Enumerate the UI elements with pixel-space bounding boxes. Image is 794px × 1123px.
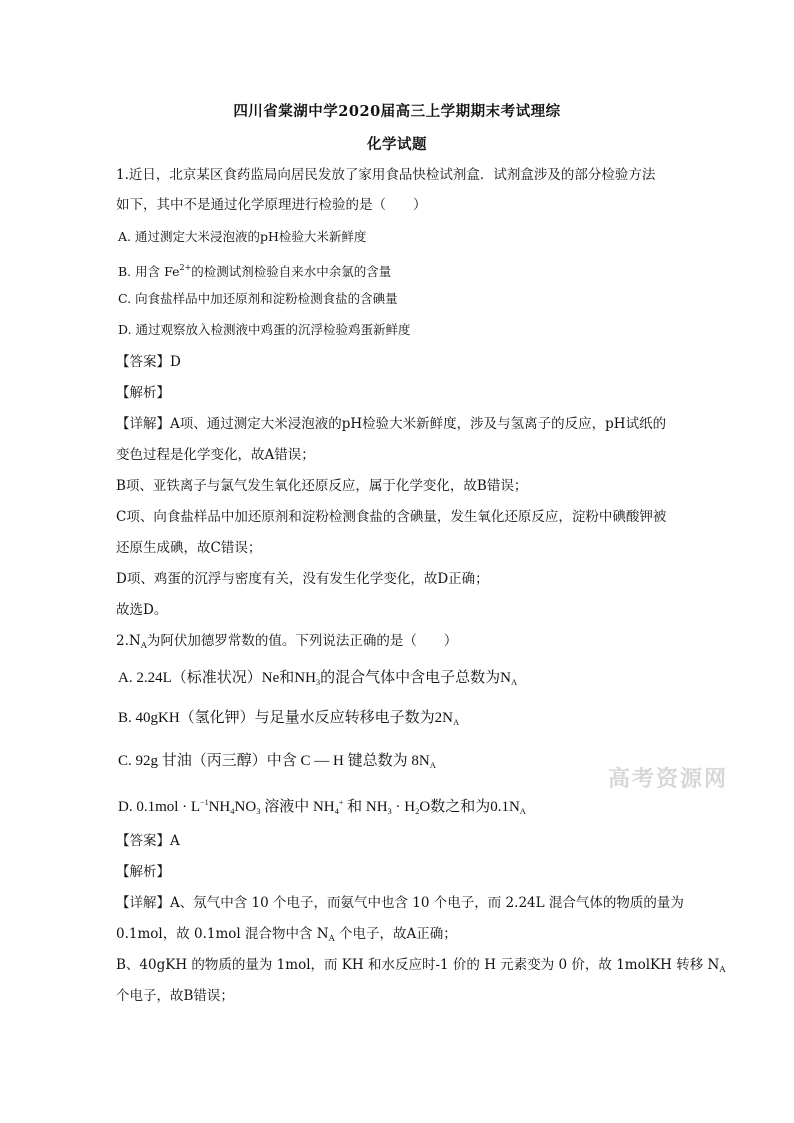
q1-detail-line-5: 还原生成碘，故C错误；: [116, 540, 262, 556]
q2-option-b: B. 40gKH（氢化钾）与足量水反应转移电子数为$2N_A$: [118, 710, 460, 727]
q1-option-d: D. 通过观察放入检测液中鸡蛋的沉浮检验鸡蛋新鲜度: [118, 322, 411, 337]
q1-detail-line-2: 变色过程是化学变化，故A错误；: [116, 447, 315, 463]
q1-answer: 【答案】D: [116, 354, 181, 370]
q1-stem-line-2: 如下，其中不是通过化学原理进行检验的是（ ）: [116, 197, 427, 213]
document-subtitle: 化学试题: [367, 136, 427, 153]
q1-option-c: C. 向食盐样品中加还原剂和淀粉检测食盐的含碘量: [118, 291, 398, 306]
q2-analysis-heading: 【解析】: [116, 864, 170, 880]
q2-detail-line-1: 【详解】A、氖气中含 10 个电子，而氨气中也含 10 个电子，而 2.24L 混合气体的物质的量为: [116, 895, 684, 911]
q1-detail-line-3: B项、亚铁离子与氯气发生氧化还原反应，属于化学变化，故B错误；: [116, 478, 528, 494]
q1-option-a: A. 通过测定大米浸泡液的pH检验大米新鲜度: [118, 229, 367, 244]
q2-detail-line-4: 个电子，故B错误；: [116, 988, 234, 1004]
q1-stem-line-1: 1.近日，北京某区食药监局向居民发放了家用食品快检试剂盒．试剂盒涉及的部分检验方法: [116, 167, 656, 183]
q1-detail-line-6: D项、鸡蛋的沉浮与密度有关，没有发生化学变化，故D正确；: [116, 571, 489, 587]
q2-detail-line-2: 0.1mol，故 0.1mol 混合物中含 $N_A$ 个电子，故A正确；: [116, 926, 457, 944]
q2-stem: $2.N_A$为阿伏加德罗常数的值。下列说法正确的是（ ）: [116, 633, 458, 651]
q1-detail-line-7: 故选D。: [116, 602, 168, 618]
q2-detail-line-3: B、40gKH 的物质的量为 1mol，而 KH 和水反应时-1 价的 H 元素变为 0 价，故 1molKH 转移 $N_A$: [116, 957, 726, 975]
q2-option-d: D. $0.1mol \cdot L^{-1}NH_4NO_3$ 溶液中 $NH_4^+$ 和 $NH_3 \cdot H_2O$数之和为$0.1N_A$: [118, 798, 526, 816]
document-title: 四川省棠湖中学2020届高三上学期期末考试理综: [233, 103, 561, 120]
q2-option-a: A. 2.24L（标准状况）Ne和$NH_3$的混合气体中含电子总数为$N_A$: [118, 670, 518, 687]
q1-detail-line-4: C项、向食盐样品中加还原剂和淀粉检测食盐的含碘量，发生氧化还原反应，淀粉中碘酸钾被: [116, 509, 667, 525]
q2-option-c: C. 92g 甘油（丙三醇）中含 C — H 键总数为 $8N_A$: [118, 753, 436, 770]
watermark: 高考资源网: [608, 766, 729, 792]
q1-option-b: B. 用含 $Fe^{2+}$的检测试剂检验自来水中余氯的含量: [118, 263, 392, 279]
q2-answer: 【答案】A: [116, 833, 180, 849]
q1-detail-line-1: 【详解】A项、通过测定大米浸泡液的pH检验大米新鲜度，涉及与氢离子的反应，pH试纸的: [116, 416, 667, 432]
q1-analysis-heading: 【解析】: [116, 385, 170, 401]
